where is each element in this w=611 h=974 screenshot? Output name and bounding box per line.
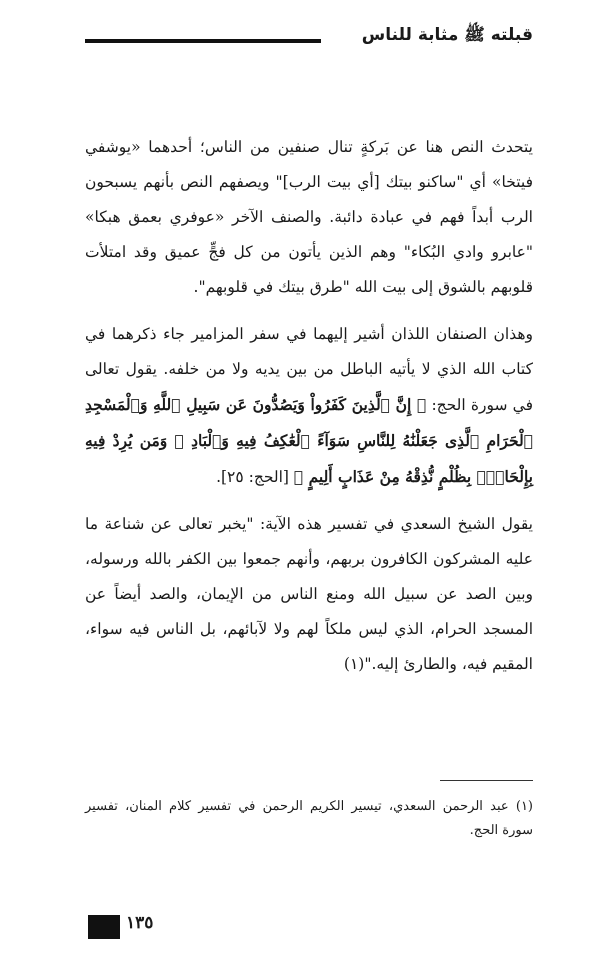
paragraph-quran [85,317,533,495]
footnote: (١) عبد الرحمن السعدي، تيسير الكريم الرحمن في تفسير كلام المنان، تفسير سورة الحج. [85,799,533,838]
header-rule [85,39,321,43]
body-text [85,130,533,682]
footnote-rule [440,780,533,781]
verse-reference: [الحج: ٢٥]. [216,468,294,486]
paragraph-1: يتحدث النص هنا عن بَركةٍ تنال صنفين من الناس؛ أحدهما «يوشفي فيتخا» أي "ساكنو بيتك [أي بيت الرب]" ويصفهم النص بأنهم يسبحون الرب أبداً فهم في عبادة دائبة. والصنف الآخر «عوفري بعمق هبكا» "عابرو وادي البُكاء" وهم الذين يأتون من كل فجٍّ عميق وقد امتلأت قلوبهم بالشوق إلى بيت الله "طرق بيتك في قلوبهم". [85,138,533,296]
running-title: قبلته ﷺ مثابة للناس [361,25,533,45]
paragraph-3: يقول الشيخ السعدي في تفسير هذه الآية: "يخبر تعالى عن شناعة ما عليه المشركون الكافرون بربهم، وأنهم جمعوا بين الكفر بالله ورسوله، وبين الصد عن سبيل الله ومنع الناس من الإيمان، والصد أيضاً عن المسجد الحرام، الذي ليس ملكاً لهم ولا لآبائهم، بل الناس فيه سواء، المقيم فيه، والطارئ إليه."(١) [85,515,533,673]
page-number-box [88,915,120,939]
quran-intro: وهذان الصنفان اللذان أشير إليهما في سفر المزامير جاء ذكرهما في كتاب الله الذي لا يأتيه الباطل من بين يديه ولا من خلفه. يقول تعالى في سورة الحج: [85,325,533,414]
page-number: ١٣٥ [126,913,154,933]
page-header [85,18,533,58]
quran-verse: ﴿ إِنَّ ٱلَّذِينَ كَفَرُواْ وَيَصُدُّونَ عَن سَبِيلِ ٱللَّهِ وَٱلْمَسْجِدِ ٱلْحَرَامِ ٱلَّذِى جَعَلْنَٰهُ لِلنَّاسِ سَوَآءً ٱلْعَٰكِفُ فِيهِ وَٱلْبَادِ ۚ وَمَن يُرِدْ فِيهِ بِإِلْحَادٍۭ بِظُلْمٍ نُّذِقْهُ مِنْ عَذَابٍ أَلِيمٍ ﴾ [85,395,533,486]
